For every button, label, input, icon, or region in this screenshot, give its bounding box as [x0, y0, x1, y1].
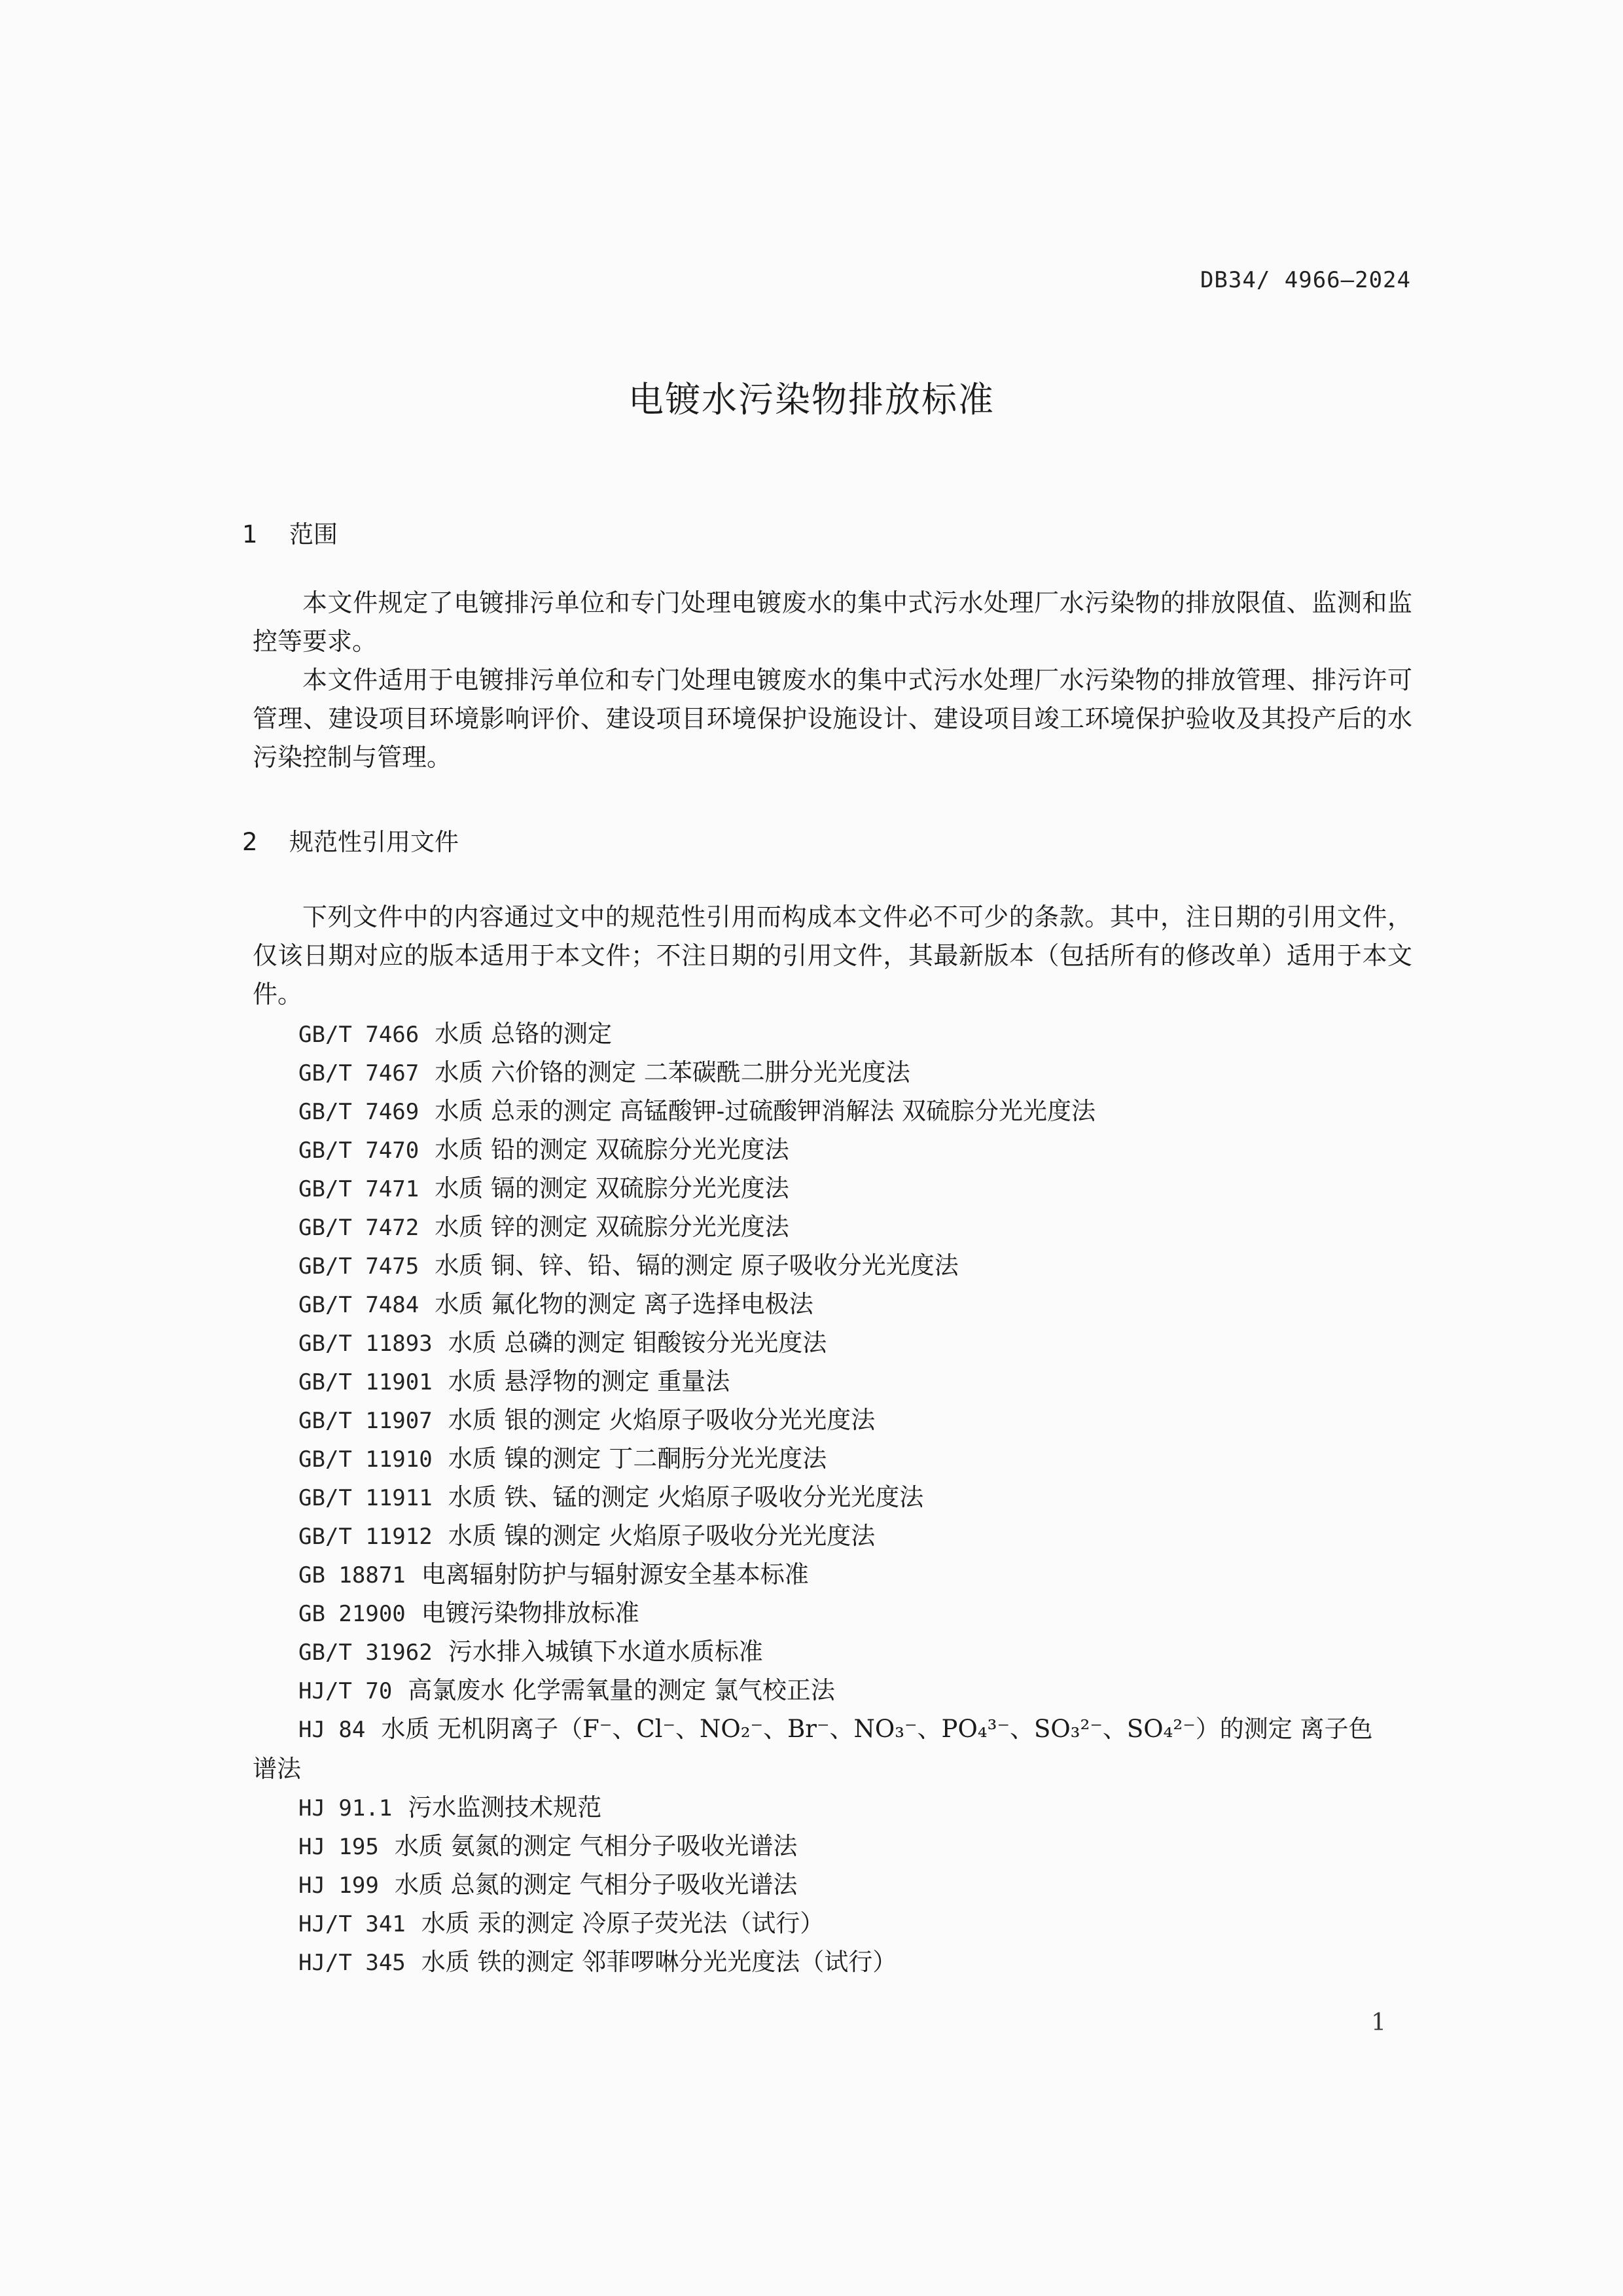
reference-item [298, 1092, 1418, 1130]
reference-code: HJ 91.1 [298, 1795, 393, 1821]
reference-item [298, 1208, 1418, 1246]
reference-code: GB/T 11911 [298, 1485, 433, 1511]
reference-item [298, 1323, 1418, 1362]
reference-item [298, 1439, 1418, 1478]
reference-code: GB/T 7470 [298, 1138, 419, 1164]
reference-title: 水质 悬浮物的测定 重量法 [448, 1367, 730, 1395]
reference-title: 水质 锌的测定 双硫腙分光光度法 [435, 1213, 789, 1241]
reference-code: GB/T 7466 [298, 1022, 419, 1048]
references-intro: 下列文件中的内容通过文中的规范性引用而构成本文件必不可少的条款。其中，注日期的引用文件，仅该日期对应的版本适用于本文件；不注日期的引用文件，其最新版本（包括所有的修改单）适用于本文件。 [253, 903, 1412, 1009]
reference-item [298, 1285, 1418, 1323]
reference-code: GB/T 7475 [298, 1253, 419, 1280]
reference-item [298, 1362, 1418, 1401]
reference-title: 水质 铁的测定 邻菲啰啉分光光度法（试行） [421, 1948, 897, 1976]
reference-code: GB/T 31962 [298, 1640, 433, 1666]
reference-item [298, 1827, 1418, 1865]
reference-code: GB/T 7471 [298, 1176, 419, 1202]
reference-title: 水质 总汞的测定 高锰酸钾-过硫酸钾消解法 双硫腙分光光度法 [435, 1097, 1096, 1125]
reference-code: GB/T 11910 [298, 1446, 433, 1473]
reference-title: 水质 六价铬的测定 二苯碳酰二肼分光光度法 [435, 1058, 910, 1086]
reference-title: 污水监测技术规范 [408, 1793, 602, 1821]
reference-title: 水质 铁、锰的测定 火焰原子吸收分光光度法 [448, 1483, 924, 1511]
reference-code: GB 18871 [298, 1562, 406, 1588]
scope-paragraph-1: 本文件规定了电镀排污单位和专门处理电镀废水的集中式污水处理厂水污染物的排放限值、监测和监控等要求。 [253, 588, 1412, 656]
reference-title: 水质 总磷的测定 钼酸铵分光光度法 [448, 1329, 827, 1357]
page-number: 1 [1371, 2009, 1386, 2036]
document-title: 电镀水污染物排放标准 [628, 379, 995, 420]
reference-code: HJ 195 [298, 1834, 379, 1860]
reference-code: GB/T 7467 [298, 1060, 419, 1086]
reference-code: GB/T 7484 [298, 1292, 419, 1318]
reference-code: GB/T 11907 [298, 1408, 433, 1434]
reference-item [298, 1130, 1418, 1169]
reference-item [298, 1246, 1418, 1285]
reference-item [298, 1632, 1418, 1671]
normative-references-list [253, 1014, 1418, 1981]
reference-item [298, 1053, 1418, 1092]
reference-item [253, 1710, 1418, 1788]
reference-item [298, 1594, 1418, 1632]
scope-paragraph-2: 本文件适用于电镀排污单位和专门处理电镀废水的集中式污水处理厂水污染物的排放管理、排污许可管理、建设项目环境影响评价、建设项目环境保护设施设计、建设项目竣工环境保护验收及其投产后的水污染控制与管理。 [253, 666, 1412, 772]
reference-item [298, 1865, 1418, 1904]
reference-title-continuation: 谱法 [253, 1755, 301, 1783]
section-title: 规范性引用文件 [289, 828, 459, 856]
reference-title: 水质 镍的测定 丁二酮肟分光光度法 [448, 1444, 827, 1473]
section-title: 范围 [289, 520, 338, 548]
reference-code: HJ/T 345 [298, 1950, 406, 1976]
reference-item [298, 1555, 1418, 1594]
reference-code: HJ 199 [298, 1873, 379, 1899]
reference-title: 水质 铅的测定 双硫腙分光光度法 [435, 1136, 789, 1164]
reference-item [298, 1671, 1418, 1710]
reference-code: GB/T 11893 [298, 1331, 433, 1357]
reference-title: 水质 汞的测定 冷原子荧光法（试行） [421, 1909, 825, 1937]
reference-code: GB/T 11901 [298, 1369, 433, 1395]
reference-title: 水质 总铬的测定 [435, 1020, 612, 1048]
reference-title: 高氯废水 化学需氧量的测定 氯气校正法 [408, 1676, 835, 1704]
reference-title: 水质 银的测定 火焰原子吸收分光光度法 [448, 1406, 876, 1434]
reference-item [298, 1904, 1418, 1943]
reference-item [298, 1943, 1418, 1981]
reference-title: 水质 镉的测定 双硫腙分光光度法 [435, 1174, 789, 1202]
reference-title: 水质 总氮的测定 气相分子吸收光谱法 [394, 1871, 798, 1899]
reference-title: 水质 无机阴离子（F⁻、Cl⁻、NO₂⁻、Br⁻、NO₃⁻、PO₄³⁻、SO₃²⁻、SO₄²⁻）的测定 离子色 [381, 1715, 1373, 1743]
reference-code: HJ/T 70 [298, 1678, 393, 1704]
reference-title: 电镀污染物排放标准 [421, 1599, 639, 1627]
reference-item [298, 1788, 1418, 1827]
section-number: 2 [242, 828, 258, 856]
section-1-heading [242, 514, 338, 550]
reference-title: 水质 氟化物的测定 离子选择电极法 [435, 1290, 813, 1318]
reference-code: GB/T 11912 [298, 1524, 433, 1550]
reference-code: GB/T 7472 [298, 1215, 419, 1241]
reference-item [298, 1401, 1418, 1439]
reference-code: HJ 84 [298, 1717, 366, 1743]
reference-item [298, 1516, 1418, 1555]
reference-code: GB/T 7469 [298, 1099, 419, 1125]
reference-item [298, 1478, 1418, 1516]
reference-code: HJ/T 341 [298, 1911, 406, 1937]
reference-item [298, 1014, 1418, 1053]
standard-code: DB34/ 4966—2024 [1200, 267, 1411, 293]
reference-title: 污水排入城镇下水道水质标准 [448, 1638, 763, 1666]
section-2-heading [242, 822, 459, 857]
reference-title: 水质 氨氮的测定 气相分子吸收光谱法 [394, 1832, 798, 1860]
section-number: 1 [242, 520, 258, 548]
reference-code: GB 21900 [298, 1601, 406, 1627]
reference-title: 电离辐射防护与辐射源安全基本标准 [421, 1560, 809, 1588]
reference-title: 水质 铜、锌、铅、镉的测定 原子吸收分光光度法 [435, 1251, 959, 1280]
reference-item [298, 1169, 1418, 1208]
reference-title: 水质 镍的测定 火焰原子吸收分光光度法 [448, 1522, 876, 1550]
